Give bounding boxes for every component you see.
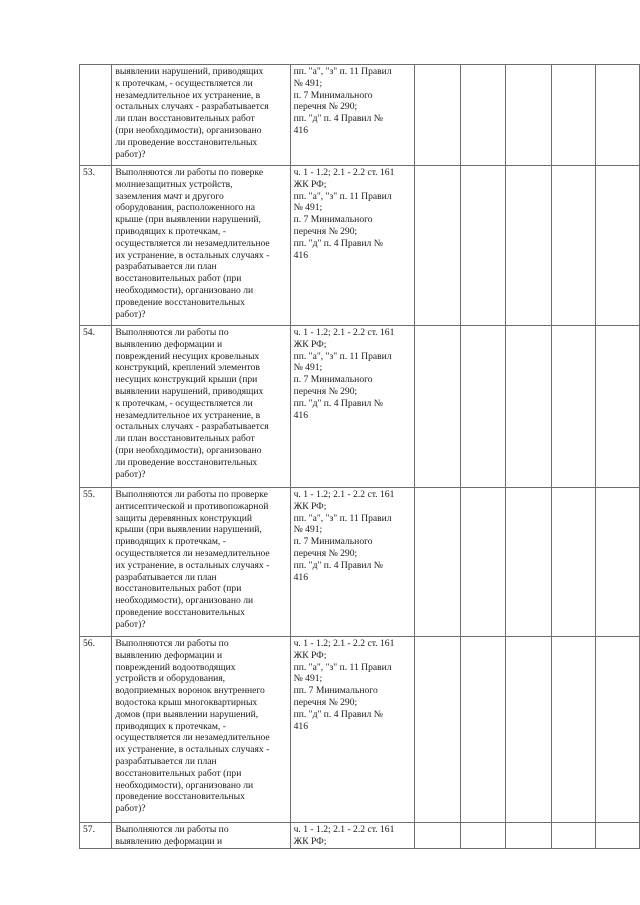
legal-reference-cell: ч. 1 - 1.2; 2.1 - 2.2 ст. 161 ЖК РФ; (290, 823, 414, 849)
question-cell: Выполняются ли работы по выявлению деформации и (112, 823, 290, 849)
row-number: 53. (80, 166, 112, 326)
answer-cell-no[interactable] (460, 65, 505, 166)
answer-cell-yes[interactable] (414, 166, 460, 326)
table-row (80, 166, 640, 326)
answer-cell-yes[interactable] (414, 65, 460, 166)
answer-cell-no[interactable] (460, 166, 505, 326)
notes-cell[interactable] (595, 637, 639, 823)
answer-cell-yes[interactable] (414, 326, 460, 488)
answer-cell-not-applicable[interactable] (505, 488, 551, 637)
answer-cell-not-applicable[interactable] (505, 823, 551, 849)
answer-cell-not-checked[interactable] (551, 65, 595, 166)
notes-cell[interactable] (595, 823, 639, 849)
answer-cell-not-checked[interactable] (551, 637, 595, 823)
question-cell: выявлении нарушений, приводящих к протечкам, - осуществляется ли незамедлительное их устранение, в остальных случаях - разрабатывается ли план восстановительных работ (при необходимости), организовано ли проведение восстановительных работ)? (112, 65, 290, 166)
answer-cell-not-checked[interactable] (551, 326, 595, 488)
legal-reference-cell: ч. 1 - 1.2; 2.1 - 2.2 ст. 161 ЖК РФ; пп. "а", "з" п. 11 Правил № 491; п. 7 Минимального перечня № 290; пп. "д" п. 4 Правил № 416 (290, 488, 414, 637)
legal-reference-cell: пп. "а", "з" п. 11 Правил № 491; п. 7 Минимального перечня № 290; пп. "д" п. 4 Правил № 416 (290, 65, 414, 166)
answer-cell-yes[interactable] (414, 488, 460, 637)
checklist-table (79, 64, 640, 849)
answer-cell-no[interactable] (460, 326, 505, 488)
answer-cell-no[interactable] (460, 488, 505, 637)
answer-cell-yes[interactable] (414, 823, 460, 849)
answer-cell-no[interactable] (460, 823, 505, 849)
table-row (80, 637, 640, 823)
notes-cell[interactable] (595, 166, 639, 326)
answer-cell-not-checked[interactable] (551, 488, 595, 637)
question-cell: Выполняются ли работы по выявлению деформации и повреждений несущих кровельных конструкций, креплений элементов несущих конструкций крыши (при выявлении нарушений, приводящих к протечкам, - осуществляется ли незамедлительное их устранение, в остальных случаях - разрабатывается ли план восстановительных работ (при необходимости), организовано ли проведение восстановительных работ)? (112, 326, 290, 488)
answer-cell-not-applicable[interactable] (505, 65, 551, 166)
question-cell: Выполняются ли работы по поверке молниезащитных устройств, заземления мачт и другого оборудования, расположенного на крыше (при выявлении нарушений, приводящих к протечкам, - осуществляется ли незамедлительное их устранение, в остальных случаях - разрабатывается ли план восстановительных работ (при необходимости), организовано ли проведение восстановительных работ)? (112, 166, 290, 326)
notes-cell[interactable] (595, 326, 639, 488)
notes-cell[interactable] (595, 65, 639, 166)
answer-cell-not-applicable[interactable] (505, 166, 551, 326)
row-number: 57. (80, 823, 112, 849)
answer-cell-not-applicable[interactable] (505, 637, 551, 823)
table-row (80, 326, 640, 488)
row-number: 56. (80, 637, 112, 823)
notes-cell[interactable] (595, 488, 639, 637)
answer-cell-not-checked[interactable] (551, 823, 595, 849)
legal-reference-cell: ч. 1 - 1.2; 2.1 - 2.2 ст. 161 ЖК РФ; пп. "а", "з" п. 11 Правил № 491; п. 7 Минимального перечня № 290; пп. "д" п. 4 Правил № 416 (290, 166, 414, 326)
question-cell: Выполняются ли работы по проверке антисептической и противопожарной защиты деревянных конструкций крыши (при выявлении нарушений, приводящих к протечкам, - осуществляется ли незамедлительное их устранение, в остальных случаях - разрабатывается ли план восстановительных работ (при необходимости), организовано ли проведение восстановительных работ)? (112, 488, 290, 637)
row-number (80, 65, 112, 166)
table-row (80, 488, 640, 637)
answer-cell-no[interactable] (460, 637, 505, 823)
answer-cell-not-applicable[interactable] (505, 326, 551, 488)
table-row (80, 823, 640, 849)
table-row (80, 65, 640, 166)
legal-reference-cell: ч. 1 - 1.2; 2.1 - 2.2 ст. 161 ЖК РФ; пп. "а", "з" п. 11 Правил № 491; п. 7 Минимального перечня № 290; пп. "д" п. 4 Правил № 416 (290, 326, 414, 488)
question-cell: Выполняются ли работы по выявлению деформации и повреждений водоотводящих устройств и оборудования, водоприемных воронок внутреннего водостока крыш многоквартирных домов (при выявлении нарушений, приводящих к протечкам, - осуществляется ли незамедлительное их устранение, в остальных случаях - разрабатывается ли план восстановительных работ (при необходимости), организовано ли проведение восстановительных работ)? (112, 637, 290, 823)
row-number: 54. (80, 326, 112, 488)
legal-reference-cell: ч. 1 - 1.2; 2.1 - 2.2 ст. 161 ЖК РФ; пп. "а", "з" п. 11 Правил № 491; пп. 7 Минимального перечня № 290; пп. "д" п. 4 Правил № 416 (290, 637, 414, 823)
row-number: 55. (80, 488, 112, 637)
answer-cell-yes[interactable] (414, 637, 460, 823)
answer-cell-not-checked[interactable] (551, 166, 595, 326)
